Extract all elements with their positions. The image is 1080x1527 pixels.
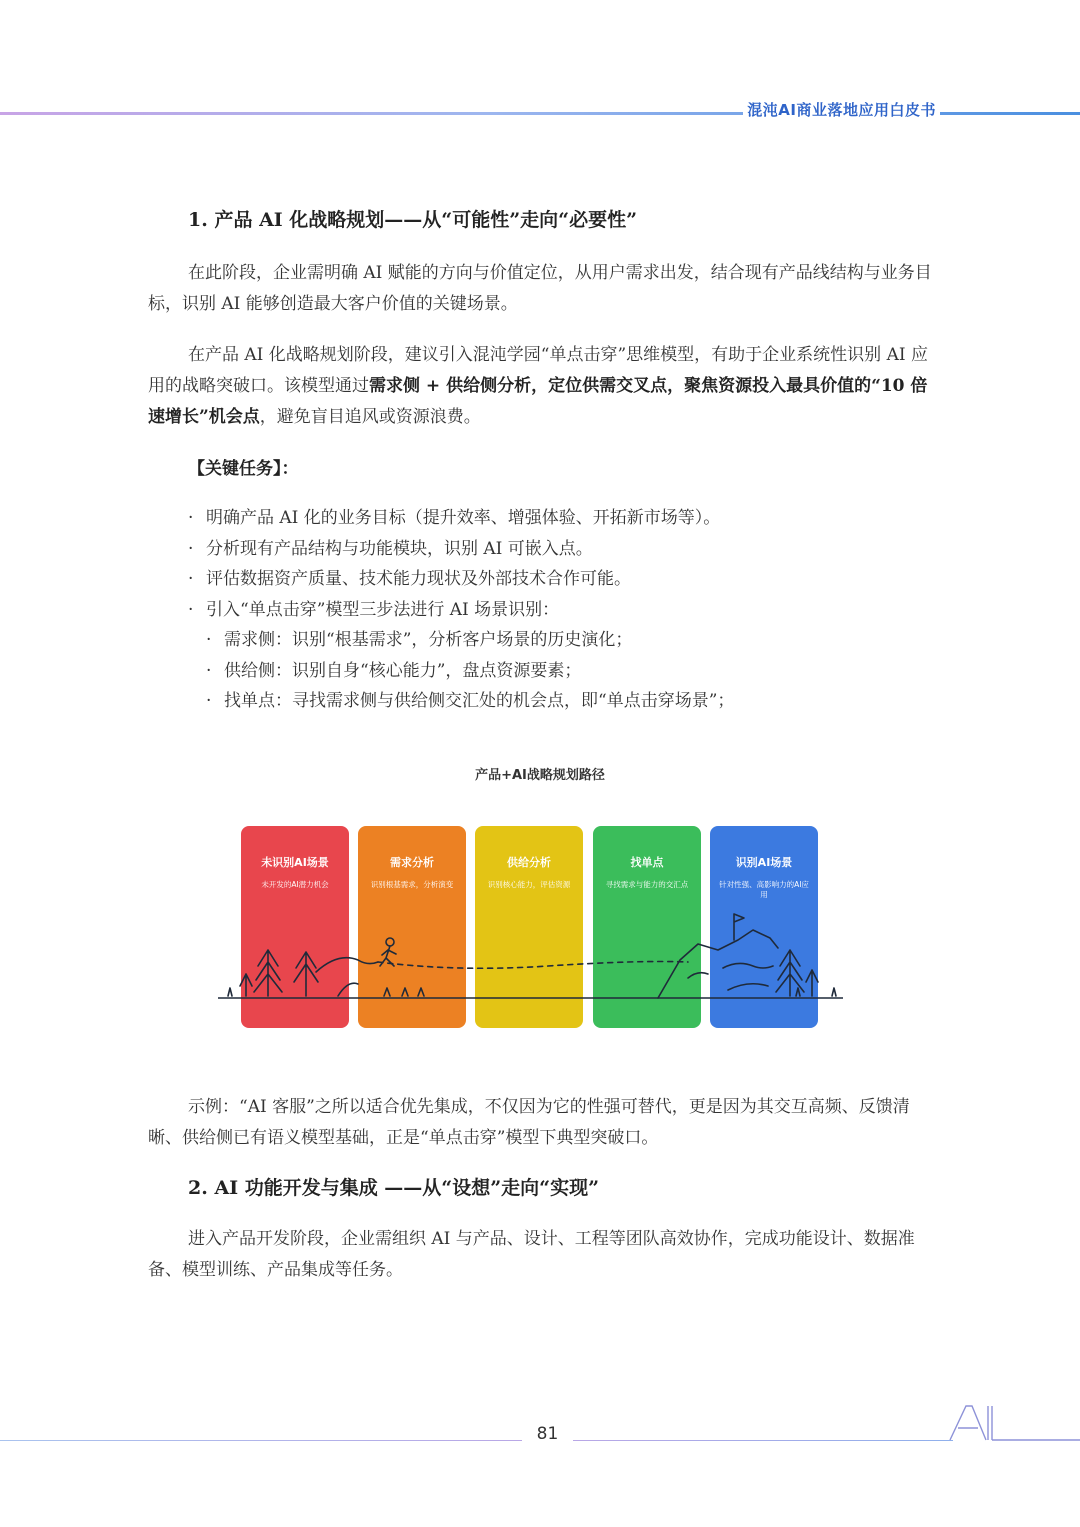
card-title: 供给分析 (507, 856, 551, 869)
card-subtitle: 识别核心能力，评估资源 (487, 880, 571, 889)
key-tasks-list (148, 503, 938, 717)
card-subtitle: 识别根基需求，分析演变 (370, 880, 454, 889)
paragraph-2-text: 在产品 AI 化战略规划阶段，建议引入混沌学园“单点击穿”思维模型，有助于企业系统性识别 AI 应用的战略突破口。该模型通过 (148, 345, 928, 396)
card-title: 需求分析 (390, 856, 434, 869)
card-subtitle: 针对性强、高影响力的AI应用 (719, 880, 809, 899)
task-item: · 分析现有产品结构与功能模块，识别 AI 可嵌入点。 (188, 538, 593, 559)
paragraph-2-text-end: ，避免盲目追风或资源浪费。 (259, 407, 481, 427)
ai-logo-icon (948, 1402, 1080, 1444)
example-paragraph: 示例：“AI 客服”之所以适合优先集成，不仅因为它的性强可替代，更是因为其交互高频、反馈清晰、供给侧已有语义模型基础，正是“单点击穿”模型下典型突破口。 (148, 1097, 910, 1148)
card-title: 识别AI场景 (735, 856, 793, 869)
section-1 (148, 204, 938, 717)
subtask-item: · 供给侧：识别自身“核心能力”，盘点资源要素； (206, 660, 582, 681)
card-title: 未识别AI场景 (261, 856, 329, 869)
task-item: · 引入“单点击穿”模型三步法进行 AI 场景识别： (188, 599, 560, 620)
footer-divider-left (0, 1440, 522, 1441)
figure-title: 产品+AI战略规划路径 (475, 768, 605, 783)
footer-divider-right (573, 1440, 953, 1441)
task-item: · 评估数据资产质量、技术能力现状及外部技术合作可能。 (188, 569, 631, 589)
key-tasks-title: 【关键任务】： (188, 459, 299, 479)
section-1-paragraph-1: 在此阶段，企业需明确 AI 赋能的方向与价值定位，从用户需求出发，结合现有产品线结构与业务目标，识别 AI 能够创造最大客户价值的关键场景。 (148, 263, 932, 314)
section-2-paragraph: 进入产品开发阶段，企业需组织 AI 与产品、设计、工程等团队高效协作，完成功能设计、数据准备、模型训练、产品集成等任务。 (148, 1229, 915, 1280)
task-item: · 明确产品 AI 化的业务目标（提升效率、增强体验、开拓新市场等）。 (188, 508, 721, 528)
subtask-item: · 需求侧：识别“根基需求”，分析客户场景的历史演化； (206, 630, 633, 650)
section-1-heading: 1. 产品 AI 化战略规划——从“可能性”走向“必要性” (188, 209, 638, 231)
subtask-item: · 找单点：寻找需求侧与供给侧交汇处的机会点，即“单点击穿场景”； (206, 691, 735, 711)
section-1-paragraph-2 (148, 340, 938, 433)
content-lower (148, 1092, 938, 1286)
section-2-heading: 2. AI 功能开发与集成 ——从“设想”走向“实现” (188, 1177, 600, 1199)
header-title: 混沌AI商业落地应用白皮书 (743, 99, 940, 120)
card-subtitle: 寻找需求与能力的交汇点 (605, 880, 689, 889)
paragraph-2-emphasis: 需求侧 + 供给侧分析，定位供需交叉点，聚焦资源投入最具价值的“10 倍速增长”机会点 (148, 376, 928, 427)
landscape-illustration (218, 900, 843, 1010)
card-title: 找单点 (630, 856, 664, 869)
page-number: 81 (536, 1424, 559, 1444)
card-subtitle: 未开发的AI潜力机会 (261, 880, 329, 889)
